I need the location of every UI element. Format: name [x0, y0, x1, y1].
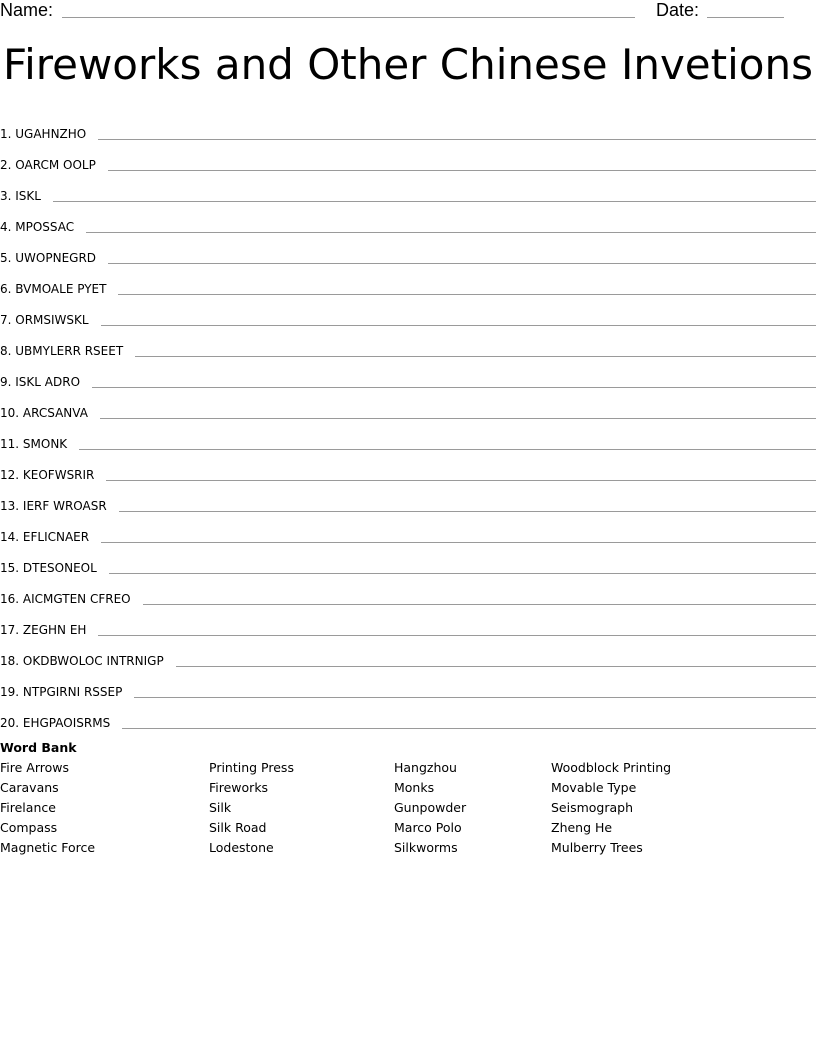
scramble-item — [0, 515, 816, 546]
word-bank-word: Zheng He — [551, 820, 613, 835]
scramble-item — [0, 577, 816, 608]
scramble-word: 11. SMONK — [0, 437, 68, 451]
answer-line[interactable] — [122, 728, 816, 729]
scramble-item — [0, 205, 816, 236]
word-bank-word: Compass — [0, 820, 58, 835]
worksheet-header — [0, 0, 816, 24]
answer-line[interactable] — [53, 201, 816, 202]
scramble-item — [0, 701, 816, 732]
answer-line[interactable] — [106, 480, 816, 481]
answer-line[interactable] — [86, 232, 816, 233]
date-line — [707, 17, 784, 18]
answer-line[interactable] — [101, 542, 816, 543]
scramble-item — [0, 174, 816, 205]
word-bank-word: Silk — [209, 800, 232, 815]
word-bank-column — [209, 760, 294, 860]
answer-line[interactable] — [109, 573, 816, 574]
scramble-word: 10. ARCSANVA — [0, 406, 88, 420]
scramble-item — [0, 546, 816, 577]
word-bank-word: Seismograph — [551, 800, 634, 815]
scramble-item — [0, 143, 816, 174]
word-bank — [0, 740, 816, 855]
scramble-item — [0, 360, 816, 391]
scramble-item — [0, 329, 816, 360]
scramble-item — [0, 112, 816, 143]
scramble-item — [0, 267, 816, 298]
scramble-item — [0, 639, 816, 670]
answer-line[interactable] — [135, 356, 816, 357]
scramble-word: 15. DTESONEOL — [0, 561, 97, 575]
answer-line[interactable] — [118, 294, 816, 295]
scramble-item — [0, 298, 816, 329]
name-label: Name: — [0, 0, 54, 20]
word-bank-column — [0, 760, 95, 860]
scramble-word: 19. NTPGIRNI RSSEP — [0, 685, 123, 699]
word-bank-column — [551, 760, 671, 860]
scramble-item — [0, 484, 816, 515]
word-bank-word: Silkworms — [394, 840, 458, 855]
answer-line[interactable] — [98, 635, 816, 636]
word-bank-word: Hangzhou — [394, 760, 457, 775]
word-bank-word: Firelance — [0, 800, 56, 815]
word-bank-word: Printing Press — [209, 760, 294, 775]
word-bank-title: Word Bank — [0, 740, 77, 755]
scramble-word: 3. ISKL — [0, 189, 41, 203]
answer-line[interactable] — [176, 666, 816, 667]
answer-line[interactable] — [98, 139, 816, 140]
scramble-word: 20. EHGPAOISRMS — [0, 716, 111, 730]
word-bank-word: Marco Polo — [394, 820, 462, 835]
scramble-item — [0, 422, 816, 453]
answer-line[interactable] — [101, 325, 816, 326]
scramble-word: 6. BVMOALE PYET — [0, 282, 107, 296]
scramble-word: 14. EFLICNAER — [0, 530, 90, 544]
answer-line[interactable] — [79, 449, 816, 450]
answer-line[interactable] — [143, 604, 816, 605]
scramble-item — [0, 391, 816, 422]
word-bank-word: Monks — [394, 780, 435, 795]
scramble-word: 16. AICMGTEN CFREO — [0, 592, 131, 606]
word-bank-word: Mulberry Trees — [551, 840, 643, 855]
page-title: Fireworks and Other Chinese Invetions — [3, 40, 813, 89]
answer-line[interactable] — [92, 387, 816, 388]
scramble-word: 4. MPOSSAC — [0, 220, 75, 234]
scramble-word: 5. UWOPNEGRD — [0, 251, 97, 265]
answer-line[interactable] — [119, 511, 816, 512]
answer-line[interactable] — [100, 418, 816, 419]
scramble-word: 13. IERF WROASR — [0, 499, 107, 513]
scramble-item — [0, 670, 816, 701]
word-bank-word: Fire Arrows — [0, 760, 70, 775]
word-bank-word: Fireworks — [209, 780, 269, 795]
answer-line[interactable] — [134, 697, 816, 698]
word-bank-word: Caravans — [0, 780, 59, 795]
word-bank-word: Woodblock Printing — [551, 760, 672, 775]
answer-line[interactable] — [108, 263, 816, 264]
answer-line[interactable] — [108, 170, 816, 171]
scramble-word: 8. UBMYLERR RSEET — [0, 344, 124, 358]
scramble-word: 17. ZEGHN EH — [0, 623, 87, 637]
scramble-word: 1. UGAHNZHO — [0, 127, 87, 141]
date-label: Date: — [656, 0, 700, 20]
scramble-word: 7. ORMSIWSKL — [0, 313, 89, 327]
word-bank-word: Lodestone — [209, 840, 274, 855]
scramble-item — [0, 453, 816, 484]
word-bank-word: Movable Type — [551, 780, 637, 795]
scramble-list — [0, 112, 816, 732]
scramble-item — [0, 608, 816, 639]
scramble-word: 9. ISKL ADRO — [0, 375, 81, 389]
scramble-word: 18. OKDBWOLOC INTRNIGP — [0, 654, 164, 668]
word-bank-word: Magnetic Force — [0, 840, 96, 855]
scramble-word: 2. OARCM OOLP — [0, 158, 96, 172]
scramble-word: 12. KEOFWSRIR — [0, 468, 95, 482]
word-bank-word: Gunpowder — [394, 800, 467, 815]
word-bank-column — [394, 760, 466, 860]
word-bank-word: Silk Road — [209, 820, 267, 835]
scramble-item — [0, 236, 816, 267]
name-line — [62, 17, 635, 18]
